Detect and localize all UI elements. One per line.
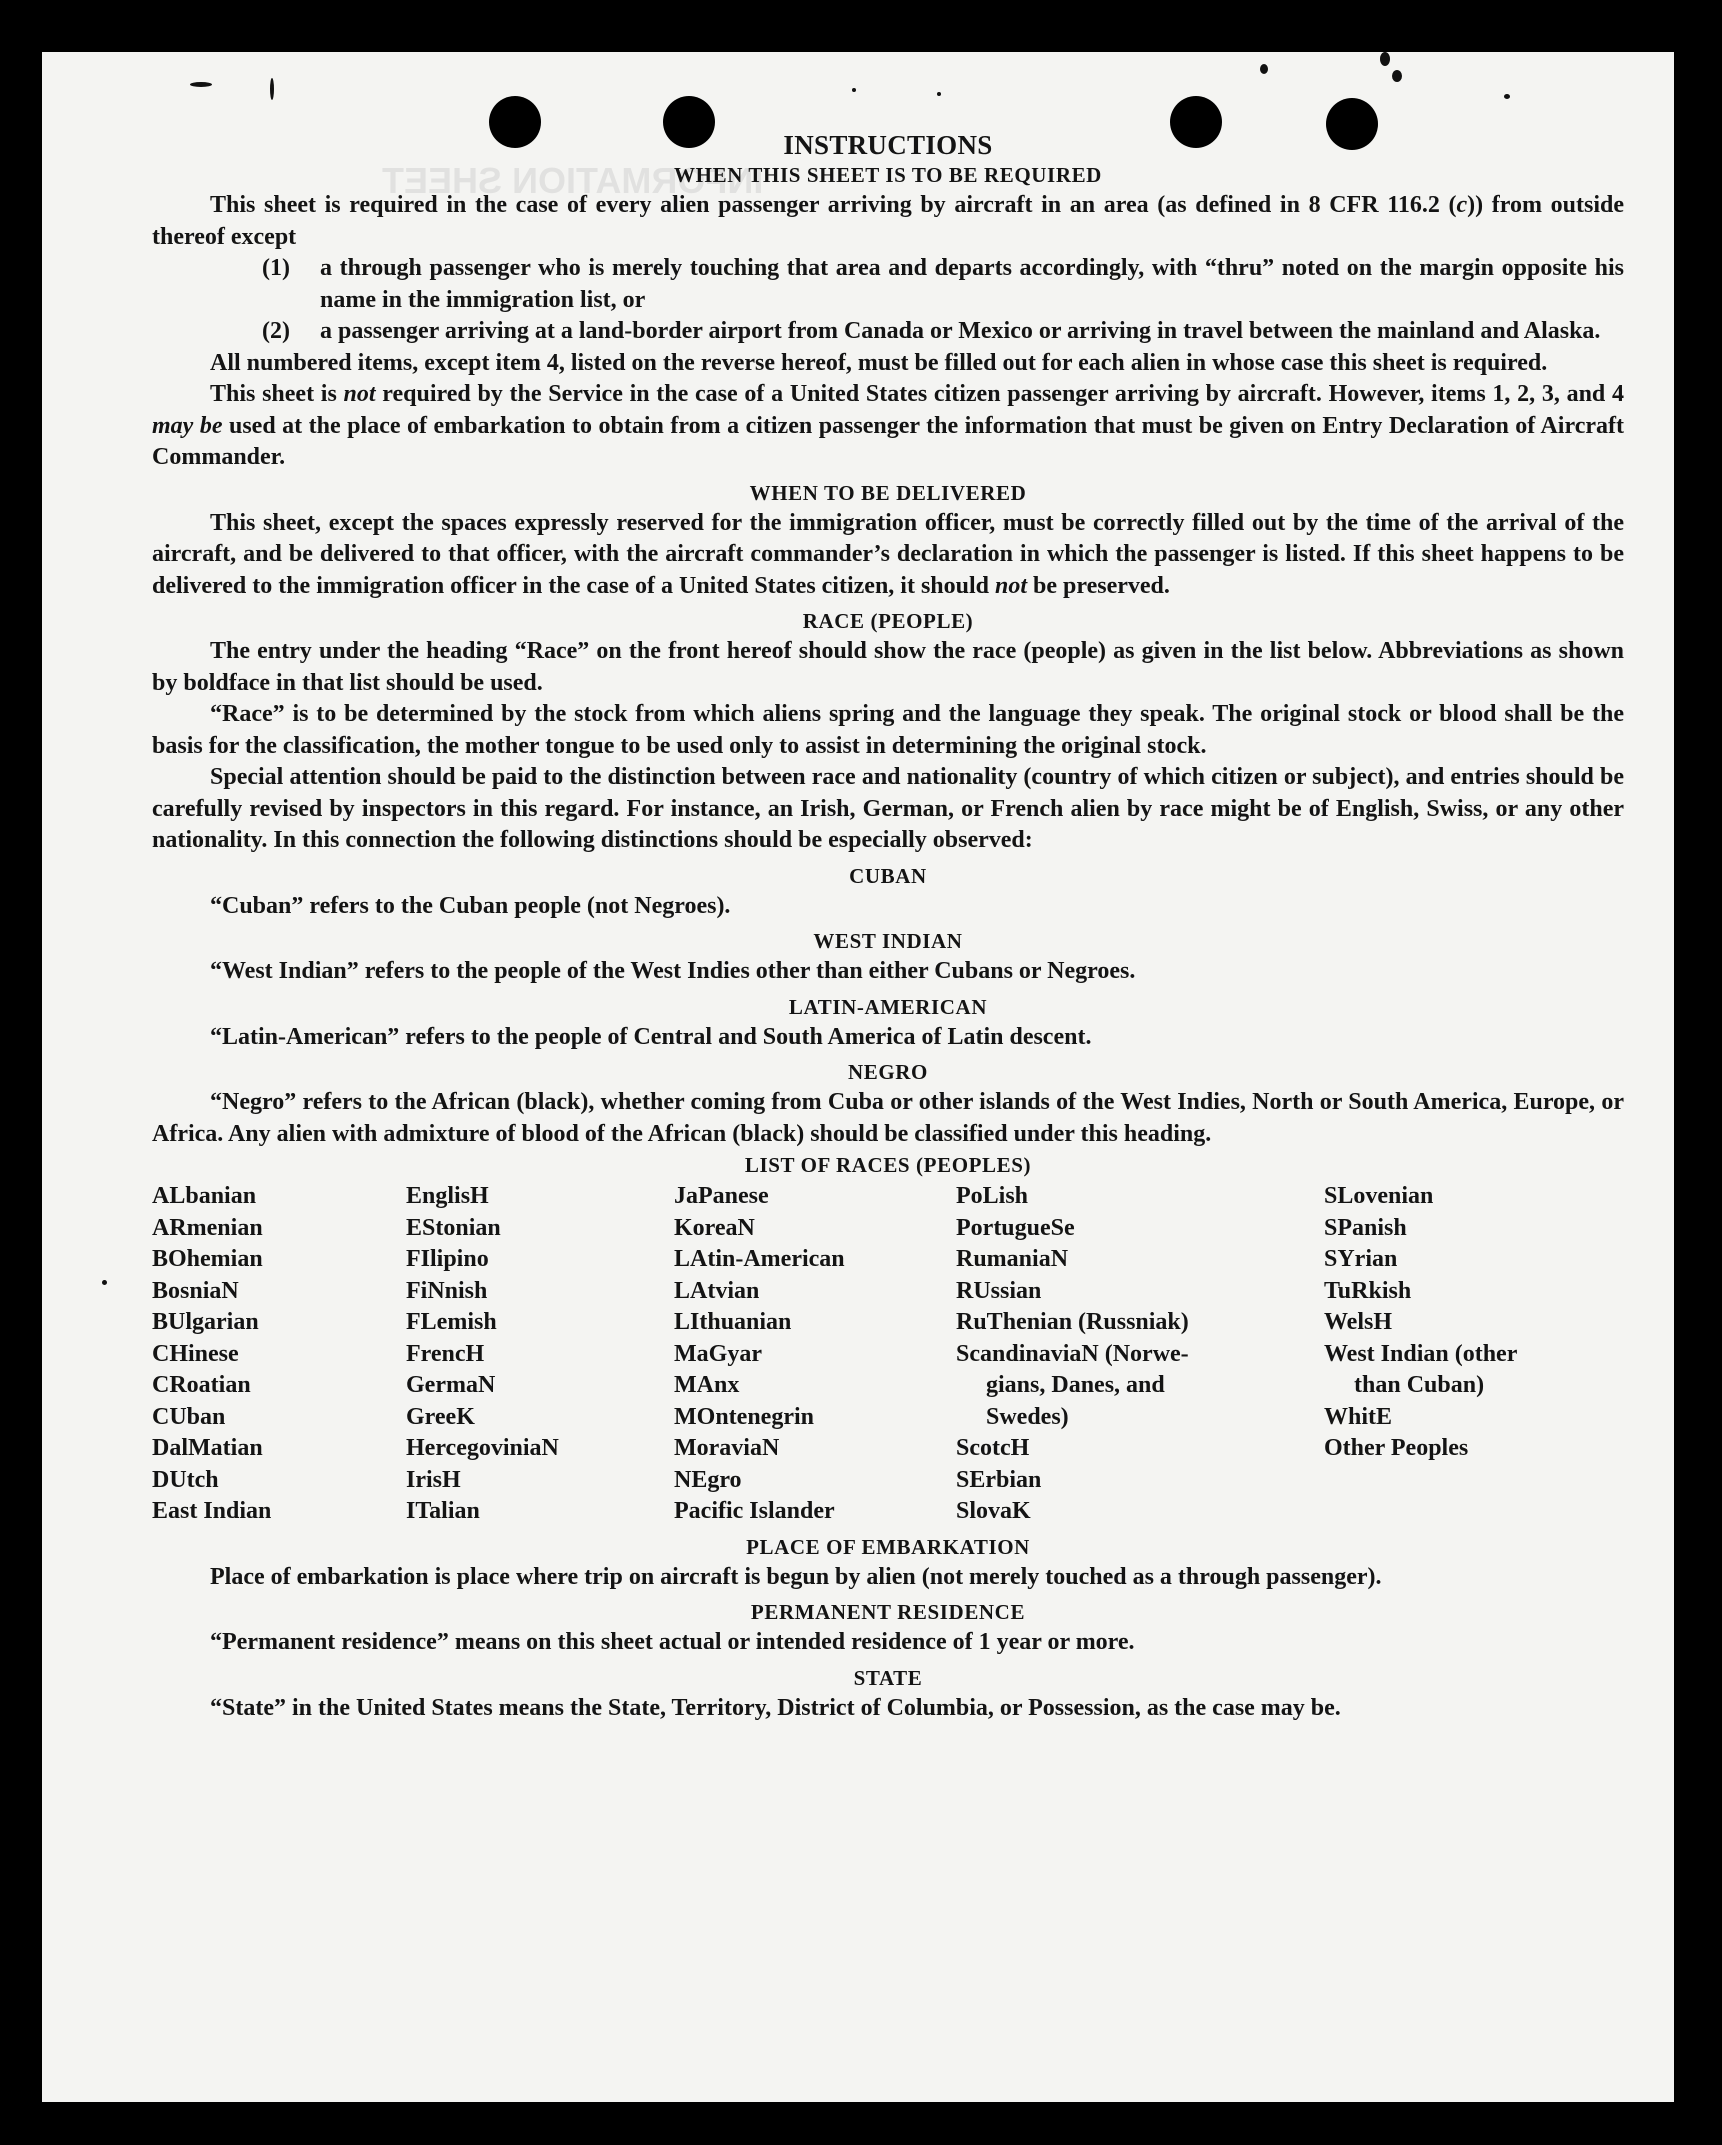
heading-latin-american: LATIN-AMERICAN: [788, 994, 988, 1019]
paragraph-negro: “Negro” refers to the African (black), whether coming from Cuba or other islands of the West Indies, North or South America, Europe, or Africa. Any alien with admixture of blood of the African (black) should be classified under this heading.: [152, 1089, 1624, 1147]
race-item: SlovaK: [956, 1498, 1031, 1524]
paragraph-embarkation: Place of embarkation is place where trip on aircraft is begun by alien (not merely touched as a through passenger).: [210, 1563, 1382, 1590]
paragraph-race-1: The entry under the heading “Race” on the front hereof should show the race (people) as given in the list below. Abbreviations as shown by boldface in that list should be used.: [152, 638, 1624, 696]
paragraph-latin-american: “Latin-American” refers to the people of Central and South America of Latin descent.: [210, 1023, 1092, 1050]
exception-item-2: (2) a passenger arriving at a land-border airport from Canada or Mexico or arriving in travel between the mainland and Alaska.: [262, 318, 1601, 344]
heading-when-delivered: WHEN TO BE DELIVERED: [749, 480, 1027, 505]
race-item: GreeK: [406, 1403, 475, 1430]
race-item: West Indian (other: [1324, 1340, 1518, 1367]
speck: [852, 88, 856, 92]
speck: [1504, 94, 1510, 99]
race-item: PortugueSe: [956, 1214, 1075, 1241]
race-item: LAtvian: [674, 1277, 760, 1304]
race-item: SLovenian: [1324, 1183, 1434, 1209]
heading-when-required: WHEN THIS SHEET IS TO BE REQUIRED: [674, 163, 1102, 187]
heading-cuban: CUBAN: [849, 863, 927, 888]
page-title: INSTRUCTIONS: [783, 130, 993, 160]
race-item: SErbian: [956, 1466, 1042, 1493]
paragraph-cuban: “Cuban” refers to the Cuban people (not Negroes).: [210, 892, 731, 919]
race-item: JaPanese: [674, 1183, 769, 1209]
race-item: East Indian: [152, 1498, 272, 1524]
instructions-text: [152, 128, 1624, 1724]
speck: [102, 1280, 107, 1285]
race-item: FLemish: [406, 1309, 497, 1335]
race-item: BOhemian: [152, 1246, 263, 1272]
race-column-1: [152, 1181, 406, 1528]
race-item: DUtch: [152, 1466, 219, 1493]
race-item: ARmenian: [152, 1214, 263, 1241]
race-item: ITalian: [406, 1498, 480, 1524]
race-column-2: [406, 1181, 674, 1528]
paragraph-west-indian: “West Indian” refers to the people of the West Indies other than either Cubans or Negroes.: [210, 958, 1136, 984]
race-item: RUssian: [956, 1277, 1042, 1304]
race-item: KoreaN: [674, 1214, 755, 1241]
paragraph-state: “State” in the United States means the State, Territory, District of Columbia, or Possession, as the case may be.: [210, 1694, 1341, 1721]
race-item: FIlipino: [406, 1246, 489, 1272]
document-page: [42, 52, 1674, 2102]
race-item: PoLish: [956, 1183, 1029, 1209]
race-item: EnglisH: [406, 1183, 489, 1209]
paragraph-race-2: “Race” is to be determined by the stock from which aliens spring and the language they speak. The original stock or blood shall be the basis for the classification, the mother tongue to be used only to assist in determining the original stock.: [152, 701, 1624, 759]
exception-item-1: (1) a through passenger who is merely touching that area and departs accordingly, with “thru” noted on the margin opposite his name in the immigration list, or: [262, 255, 1624, 313]
paragraph-permanent-residence: “Permanent residence” means on this sheet actual or intended residence of 1 year or more.: [210, 1629, 1135, 1655]
race-item: CUban: [152, 1403, 226, 1430]
race-item: RumaniaN: [956, 1246, 1069, 1272]
race-item: Swedes): [986, 1403, 1069, 1430]
heading-permanent-residence: PERMANENT RESIDENCE: [750, 1600, 1026, 1624]
race-item: GermaN: [406, 1372, 496, 1398]
race-item: than Cuban): [1354, 1372, 1485, 1398]
heading-negro: NEGRO: [847, 1060, 928, 1084]
race-item: LAtin-American: [674, 1246, 845, 1272]
race-item: SPanish: [1324, 1214, 1407, 1241]
race-item: ALbanian: [152, 1183, 257, 1209]
race-item: BosniaN: [152, 1277, 239, 1304]
paragraph-delivery: This sheet, except the spaces expressly reserved for the immigration officer, must be correctly filled out by the time of the arrival of the aircraft, and be delivered to that officer, with the aircraft commander’s declaration in which the passenger is listed. If this sheet happens to be delivered to the immigration officer in the case of a United States citizen, it should not be preserved.: [152, 509, 1624, 599]
race-column-5: [1324, 1181, 1604, 1528]
race-item: WhitE: [1324, 1403, 1393, 1430]
reverse-show-through: INFORMATION SHEET: [382, 160, 764, 201]
race-item: MoraviaN: [674, 1435, 780, 1461]
race-item: NEgro: [674, 1466, 742, 1493]
race-item: LIthuanian: [674, 1309, 792, 1335]
paragraph-numbered-items: All numbered items, except item 4, listed on the reverse hereof, must be filled out for each alien in whose case this sheet is required.: [210, 349, 1548, 376]
heading-embarkation: PLACE OF EMBARKATION: [746, 1534, 1030, 1559]
race-item: TuRkish: [1324, 1277, 1412, 1304]
speck: [270, 78, 274, 100]
speck: [190, 82, 212, 87]
race-list: [152, 1181, 1624, 1528]
race-item: CHinese: [152, 1340, 239, 1367]
race-item: BUlgarian: [152, 1309, 259, 1335]
race-item: CRoatian: [152, 1372, 251, 1398]
race-item: Other Peoples: [1324, 1435, 1469, 1461]
speck: [1260, 64, 1268, 74]
race-item: FiNnish: [406, 1277, 488, 1304]
speck: [937, 92, 941, 96]
heading-state: STATE: [853, 1665, 923, 1690]
race-item: MaGyar: [674, 1340, 762, 1367]
paragraph-requirement: This sheet is required in the case of every alien passenger arriving by aircraft in an area (as defined in 8 CFR 116.2 (c)) from outside thereof except: [152, 192, 1624, 250]
race-item: ScotcH: [956, 1435, 1030, 1461]
race-item: WelsH: [1324, 1309, 1393, 1335]
race-item: MAnx: [674, 1372, 740, 1398]
race-item: RuThenian (Russniak): [956, 1309, 1189, 1335]
race-item: SYrian: [1324, 1246, 1398, 1272]
paragraph-citizen: This sheet is not required by the Service in the case of a United States citizen passenger arriving by aircraft. However, items 1, 2, 3, and 4 may be used at the place of embarkation to obtain from a citizen passenger the information that must be given on Entry Declaration of Aircraft Commander.: [152, 381, 1624, 470]
race-column-4: [956, 1181, 1324, 1528]
race-item: DalMatian: [152, 1435, 263, 1461]
race-item: IrisH: [406, 1466, 461, 1493]
race-item: HercegoviniaN: [406, 1435, 559, 1461]
race-column-3: [674, 1181, 956, 1528]
heading-list-of-races: LIST OF RACES (PEOPLES): [744, 1153, 1032, 1177]
race-item: EStonian: [406, 1214, 501, 1241]
race-item: FrencH: [406, 1340, 485, 1367]
heading-race: RACE (PEOPLE): [802, 609, 974, 633]
speck: [1380, 52, 1390, 66]
heading-west-indian: WEST INDIAN: [813, 929, 963, 953]
race-item: ScandinaviaN (Norwe-: [956, 1340, 1189, 1367]
race-item: MOntenegrin: [674, 1403, 814, 1430]
race-item: gians, Danes, and: [986, 1372, 1165, 1398]
paragraph-race-3: Special attention should be paid to the distinction between race and nationality (country of which citizen or subject), and entries should be carefully revised by inspectors in this regard. For instance, an Irish, German, or French alien by race might be of English, Swiss, or any other nationality. In this connection the following distinctions should be especially observed:: [152, 764, 1624, 853]
speck: [1392, 70, 1402, 82]
race-item: Pacific Islander: [674, 1498, 835, 1524]
